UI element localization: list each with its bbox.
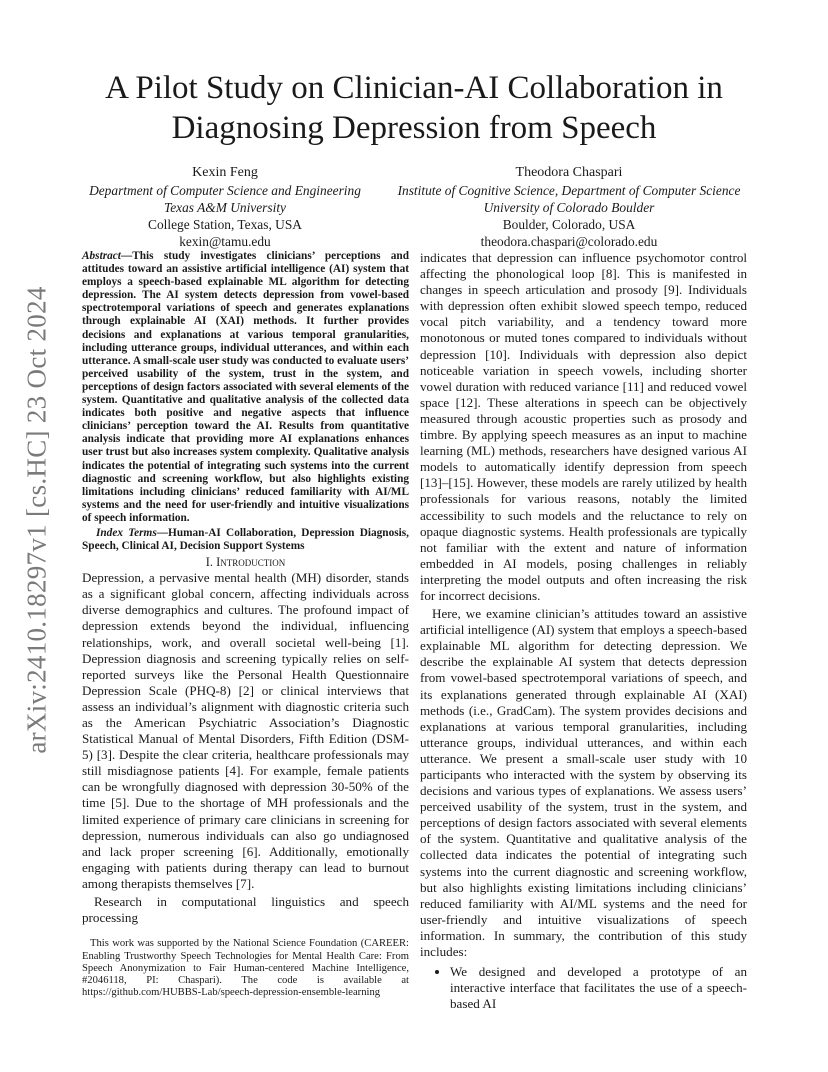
author-department: Department of Computer Science and Engineering (89, 183, 361, 198)
author-department: Institute of Cognitive Science, Department of Computer Science (397, 183, 741, 198)
abstract-text: —This study investigates clinicians’ perceptions and attitudes toward an assistive artificial intelligence (AI) system that employs a speech-based explainable ML algorithm for detecting depression. The AI system detects depression from vowel-based spectrotemporal variations of speech and generates explanations through explainable AI (XAI) methods. It further provides decisions and explanations at various temporal granularities, including utterance groups, individual utterances, and within each utterance. A small-scale user study was conducted to evaluate users’ perceived usability of the system, trust in the system, and perceptions of design factors associated with several elements of the system. Quantitative and qualitative analysis of the collected data indicates both positive and negative aspects that influence clinicians’ perception toward the AI. Results from quantitative analysis indicate that providing more AI explanations enhances user trust but also increases system complexity. Qualitative analysis indicates the potential of integrating such systems into the current diagnostic and screening workflow, but also highlights existing limitations including clinicians’ reduced familiarity with AI/ML systems and the need for user-friendly and intuitive visualizations of speech information. (82, 250, 409, 524)
list-item: • We designed and developed a prototype of an interactive interface that facilitates the use of a speech-based AI (450, 964, 747, 1012)
right-column (420, 250, 747, 1012)
author-university: Texas A&M University (164, 200, 286, 215)
section-title: Introduction (216, 555, 286, 570)
body-paragraph: Here, we examine clinician’s attitudes toward an assistive artificial intelligence (AI) system that employs a speech-based explainable ML algorithm for detecting depression. We describe the explainable AI system that detects depression from vowel-based spectrotemporal variations of speech, and its explanations generated through explainable AI (XAI) methods (i.e., GradCam). The system provides decisions and explanations at various temporal granularities, including utterance groups, individual utterances, and within each utterance. We present a small-scale user study with 10 participants who interacted with the system by observing its decisions and various types of explanations. We assess users’ perceived usability of the system, trust in the system, and perceptions of design factors associated with several elements of the system. Quantitative and qualitative analysis of the collected data indicates the potential of integrating such systems into the current diagnostic and screening workflow, but also highlights existing limitations including clinicians’ reduced familiarity with AI/ML systems and the need for user-friendly and intuitive visualizations of speech information. In summary, the contribution of this study includes: (420, 606, 747, 960)
section-heading (82, 555, 409, 569)
abstract (82, 250, 409, 525)
author-block-1 (80, 164, 370, 250)
author-name: Theodora Chaspari (515, 165, 623, 180)
index-terms-label: Index Terms (96, 526, 157, 539)
body-paragraph: indicates that depression can influence psychomotor control affecting the phonological loop [8]. This is manifested in changes in speech articulation and prosody [9]. Individuals with depression often exhibit slowed speech tempo, reduced vocal pitch variability, and a tendency toward more monotonous or muted tones compared to individuals without depression [10]. Individuals with depression also depict noticeable variation in speech vowels, including shorter vowel duration with reduced variance [11] and reduced vowel space [12]. These alterations in speech can be objectively measured through acoustic properties such as prosody and timbre. By applying speech measures as an input to machine learning (ML) methods, researchers have designed various AI models to automatically identify depression from speech [13]–[15]. However, these models are rarely utilized by health professionals for various reasons, notably the limited accessibility to such models and the reluctance to rely on opaque diagnostic systems. Health professionals are typically not familiar with the extent and nature of information embedded in AI models, posing challenges in reliably interpreting the model outputs and often increasing the risk for incorrect decisions. (420, 250, 747, 603)
section-number: I. (205, 555, 213, 570)
body-paragraph: Depression, a pervasive mental health (MH) disorder, stands as a significant global concern, affecting individuals across diverse demographics and cultures. The profound impact of depression extends beyond the individual, influencing relationships, work, and overall societal well-being [1]. Depression diagnosis and screening typically relies on self-reported surveys like the Personal Health Questionnaire Depression Scale (PHQ-8) [2] or clinical interviews that assess an individual’s alignment with diagnostic criteria such as the American Psychiatric Association’s Diagnostic Statistical Manual of Mental Disorders, Fifth Edition (DSM-5) [3]. Despite the clear criteria, healthcare professionals may still misdiagnose patients [4]. For example, female patients can be wrongfully diagnosed with depression 30-50% of the time [5]. Due to the shortage of MH professionals and the limited experience of primary care clinicians in screening for depression, numerous individuals can also go undiagnosed and lack proper screening [6]. Additionally, emotionally engaging with patients during therapy can lead to burnout among therapists themselves [7]. (82, 570, 409, 891)
author-block-2 (390, 164, 748, 250)
arxiv-side-banner (22, 285, 52, 755)
author-name: Kexin Feng (192, 165, 258, 180)
index-terms-text: —Human-AI Collaboration, Depression Diagnosis, Speech, Clinical AI, Decision Support Systems (82, 526, 409, 553)
abstract-label: Abstract (82, 250, 121, 262)
paper-title: A Pilot Study on Clinician-AI Collaboration in Diagnosing Depression from Speech (105, 70, 723, 146)
author-email: theodora.chaspari@colorado.edu (480, 234, 658, 249)
author-location: College Station, Texas, USA (148, 217, 302, 232)
author-university: University of Colorado Boulder (483, 200, 655, 215)
author-email: kexin@tamu.edu (179, 234, 271, 249)
body-paragraph: Research in computational linguistics and speech processing (82, 894, 409, 926)
arxiv-identifier: arXiv:2410.18297v1 [cs.HC] 23 Oct 2024 (21, 286, 52, 754)
author-location: Boulder, Colorado, USA (502, 217, 636, 232)
index-terms (82, 527, 409, 553)
contribution-list (420, 964, 747, 1012)
footnote: This work was supported by the National Science Foundation (CAREER: Enabling Trustworthy Speech Technologies for Mental Health Care: From Speech Anonymization to Fair Human-centered Machine Intelligence, #2046118, PI: Chaspari). The code is available at https://github.com/HUBBS-Lab/speech-depression-ensemble-learning (82, 938, 409, 999)
left-column (82, 250, 409, 1000)
